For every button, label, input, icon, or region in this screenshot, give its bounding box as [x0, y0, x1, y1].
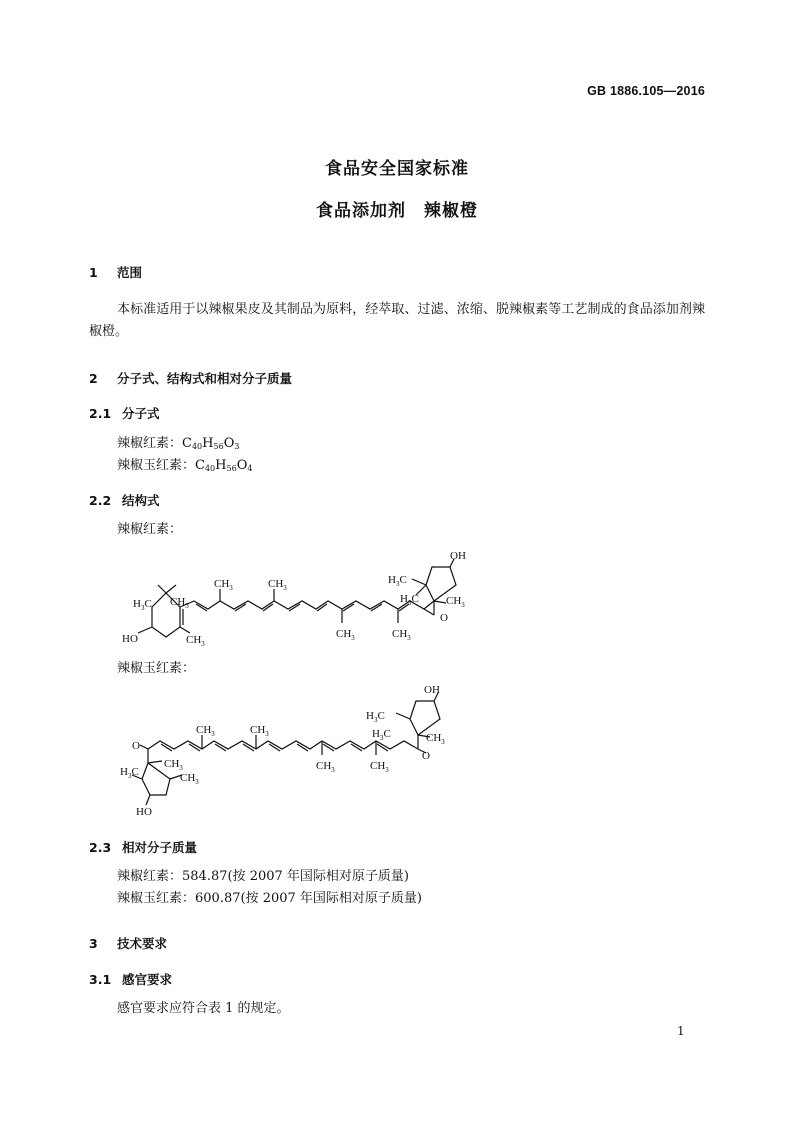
molecular-mass-capsanthin: 辣椒红素：584.87(按 2007 年国际相对原子质量) [117, 869, 409, 884]
h3c-label: $H_3C$ [120, 766, 139, 780]
element-symbol: H [215, 458, 227, 473]
ch3-label: $CH_3$ [370, 760, 389, 774]
capsorubin-structure [110, 683, 455, 818]
section-title: 感官要求 [122, 972, 173, 987]
ho-label: HO [136, 806, 152, 818]
ch3-label: $CH_3$ [196, 724, 215, 738]
h3c-label: $H_3C$ [400, 593, 419, 607]
section-number: 1 [89, 265, 98, 280]
standard-code: GB 1886.105—2016 [587, 84, 705, 98]
formula-capsorubin [117, 455, 252, 480]
page-number: 1 [677, 1024, 685, 1038]
ch3-label: $CH_3$ [268, 578, 287, 592]
subscript: 40 [204, 464, 216, 473]
section-1-heading [89, 263, 142, 281]
ch3-label: $CH_3$ [446, 595, 465, 609]
section-2-heading [89, 369, 292, 387]
document-subtitle: 食品添加剂 辣椒橙 [316, 201, 478, 221]
section-number: 2.1 [89, 406, 112, 421]
section-title: 分子式、结构式和相对分子质量 [117, 371, 293, 386]
ch3-label: $CH_3$ [426, 732, 445, 746]
ch3-label: $CH_3$ [214, 578, 233, 592]
oh-label: OH [424, 684, 440, 696]
subscript: 4 [247, 464, 253, 473]
h3c-label: $H_3C$ [372, 728, 391, 742]
h3c-label: $H_3C$ [133, 598, 152, 612]
section-1-paragraph: 本标准适用于以辣椒果皮及其制品为原料，经萃取、过滤、浓缩、脱辣椒素等工艺制成的食品添加剂辣椒橙。 [89, 302, 705, 339]
ho-label: HO [122, 633, 138, 645]
h3c-label: $H_3C$ [366, 710, 385, 724]
section-2-2-heading [89, 491, 160, 509]
section-3-heading [89, 934, 167, 952]
section-2-1-heading [89, 404, 160, 422]
section-title: 结构式 [122, 493, 160, 508]
ch3-label: $CH_3$ [316, 760, 335, 774]
section-number: 2.2 [89, 493, 112, 508]
section-3-1-paragraph: 感官要求应符合表 1 的规定。 [117, 1001, 290, 1016]
molecular-mass-capsorubin: 辣椒玉红素：600.87(按 2007 年国际相对原子质量) [117, 891, 422, 906]
ch3-label: $CH_3$ [392, 628, 411, 642]
subscript: 3 [234, 442, 240, 451]
section-title: 分子式 [122, 406, 160, 421]
subscript: 56 [213, 442, 224, 451]
capsanthin-structure [110, 545, 480, 650]
structure-label-capsorubin: 辣椒玉红素： [117, 661, 196, 676]
section-title: 技术要求 [117, 936, 168, 951]
subscript: 56 [226, 464, 237, 473]
oh-label: OH [450, 550, 466, 562]
ch3-label: $CH_3$ [336, 628, 355, 642]
section-3-1-heading [89, 970, 172, 988]
section-number: 2.3 [89, 840, 112, 855]
element-symbol: O [236, 458, 248, 473]
formula-label: 辣椒红素： [117, 436, 183, 451]
o-label: O [422, 750, 430, 762]
formula-label: 辣椒玉红素： [117, 458, 196, 473]
section-number: 3.1 [89, 972, 112, 987]
ch3-label: $CH_3$ [250, 724, 269, 738]
o-label: O [440, 612, 448, 624]
ch3-label: $CH_3$ [164, 758, 183, 772]
ch3-label: $CH_3$ [180, 772, 199, 786]
ch3-label: $CH_3$ [186, 634, 205, 648]
section-title: 相对分子质量 [122, 840, 198, 855]
element-symbol: C [182, 436, 192, 451]
document-title: 食品安全国家标准 [325, 159, 469, 179]
section-number: 3 [89, 936, 98, 951]
element-symbol: H [202, 436, 214, 451]
section-title: 范围 [117, 265, 143, 280]
element-symbol: C [195, 458, 205, 473]
o-label: O [132, 740, 140, 752]
structure-label-capsanthin: 辣椒红素： [117, 522, 183, 537]
section-number: 2 [89, 371, 98, 386]
subscript: 40 [191, 442, 203, 451]
element-symbol: O [223, 436, 235, 451]
section-2-3-heading [89, 838, 197, 856]
ch3-label: $CH_3$ [170, 596, 189, 610]
h3c-label: $H_3C$ [388, 574, 407, 588]
